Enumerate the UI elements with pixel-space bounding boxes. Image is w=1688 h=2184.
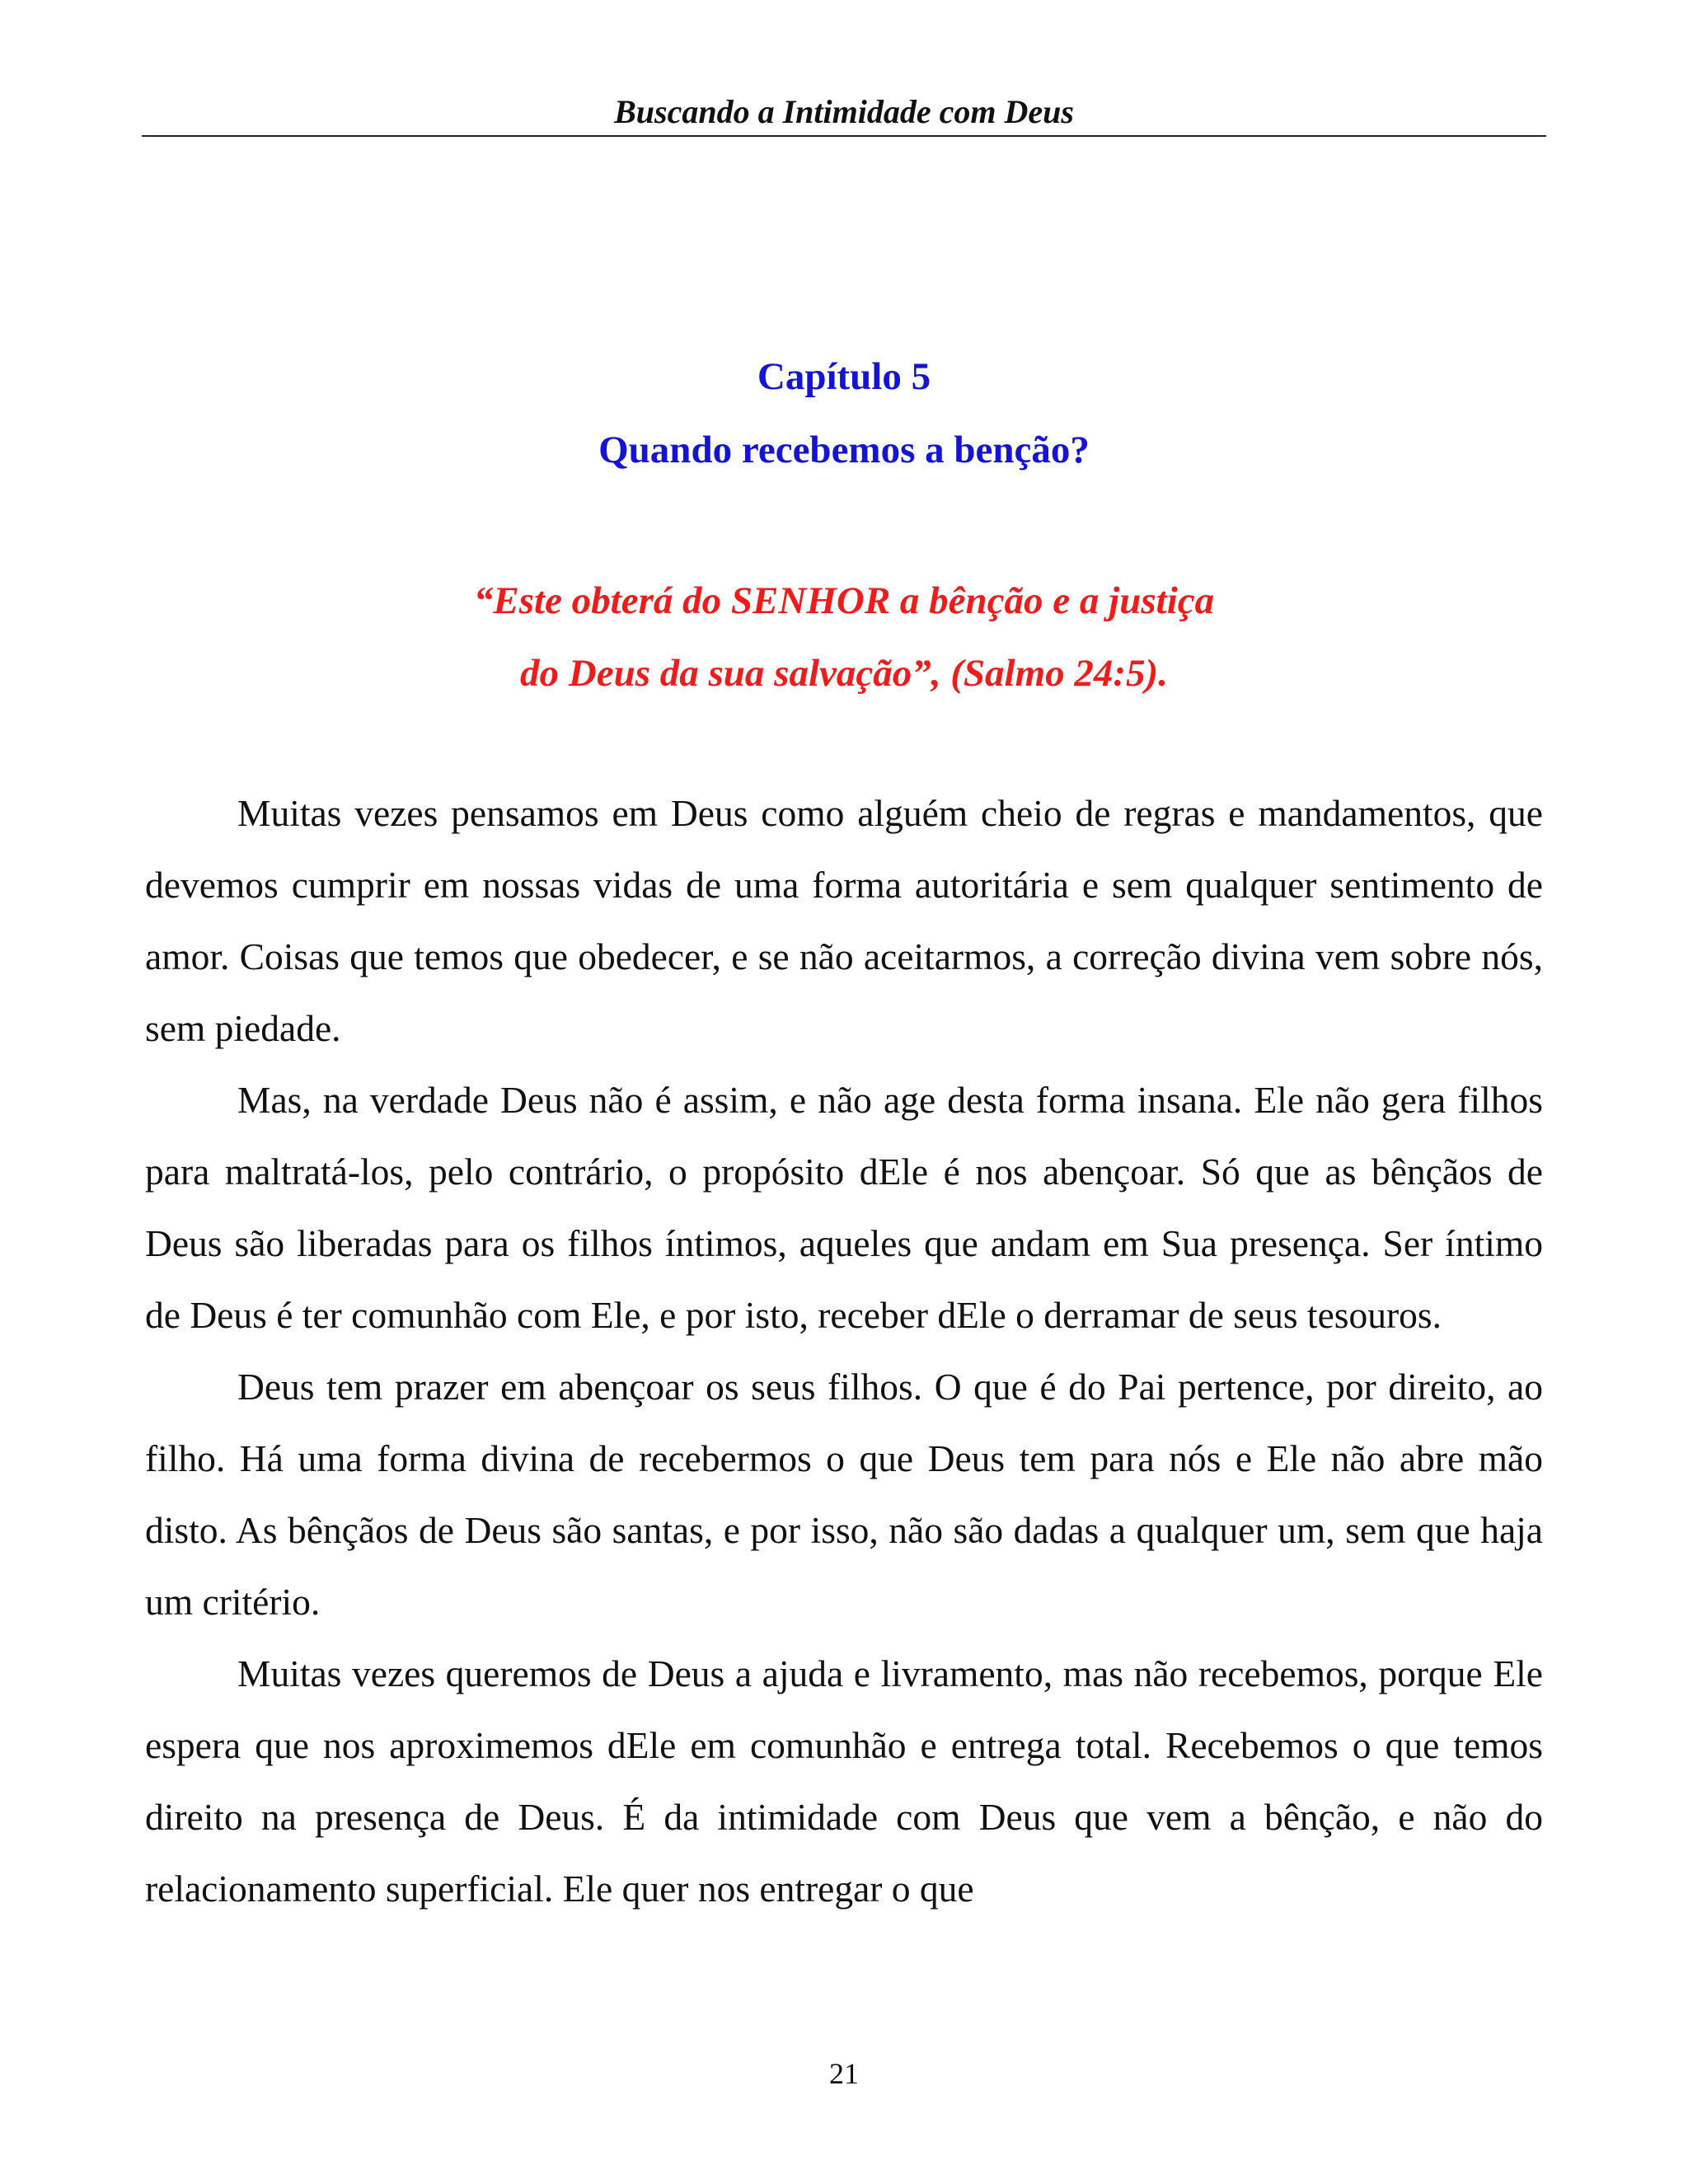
paragraph: Muitas vezes pensamos em Deus como alguém cheio de regras e mandamentos, que devemos cumprir em nossas vidas de uma forma autoritária e sem qualquer sentimento de amor. Coisas que temos que obedecer, e se não aceitarmos, a correção divina vem sobre nós, sem piedade. bbox=[145, 792, 1543, 1049]
epigraph-quote bbox=[142, 565, 1546, 710]
epigraph-line-1: “Este obterá do SENHOR a bênção e a justiça bbox=[473, 579, 1215, 622]
epigraph-line-2: do Deus da sua salvação”, (Salmo 24:5). bbox=[520, 652, 1168, 695]
paragraph: Deus tem prazer em abençoar os seus filhos. O que é do Pai pertence, por direito, ao filho. Há uma forma divina de recebermos o que Deus tem para nós e Ele não abre mão disto. As bênçãos de Deus são santas, e por isso, não são dadas a qualquer um, sem que haja um critério. bbox=[145, 1366, 1543, 1623]
paragraph: Muitas vezes queremos de Deus a ajuda e livramento, mas não recebemos, porque Ele espera que nos aproximemos dEle em comunhão e entrega total. Recebemos o que temos direito na presença de Deus. É da intimidade com Deus que vem a bênção, e não do relacionamento superficial. Ele quer nos entregar o que bbox=[145, 1652, 1543, 1910]
chapter-title: Quando recebemos a benção? bbox=[598, 429, 1090, 471]
chapter-number: Capítulo 5 bbox=[757, 355, 931, 398]
body-text bbox=[145, 777, 1543, 1924]
header-divider bbox=[142, 135, 1546, 137]
running-header: Buscando a Intimidade com Deus bbox=[614, 93, 1074, 130]
page-number: 21 bbox=[829, 2057, 859, 2090]
paragraph: Mas, na verdade Deus não é assim, e não age desta forma insana. Ele não gera filhos para maltratá-los, pelo contrário, o propósito dEle é nos abençoar. Só que as bênçãos de Deus são liberadas para os filhos íntimos, aqueles que andam em Sua presença. Ser íntimo de Deus é ter comunhão com Ele, e por isto, receber dEle o derramar de seus tesouros. bbox=[145, 1079, 1543, 1336]
